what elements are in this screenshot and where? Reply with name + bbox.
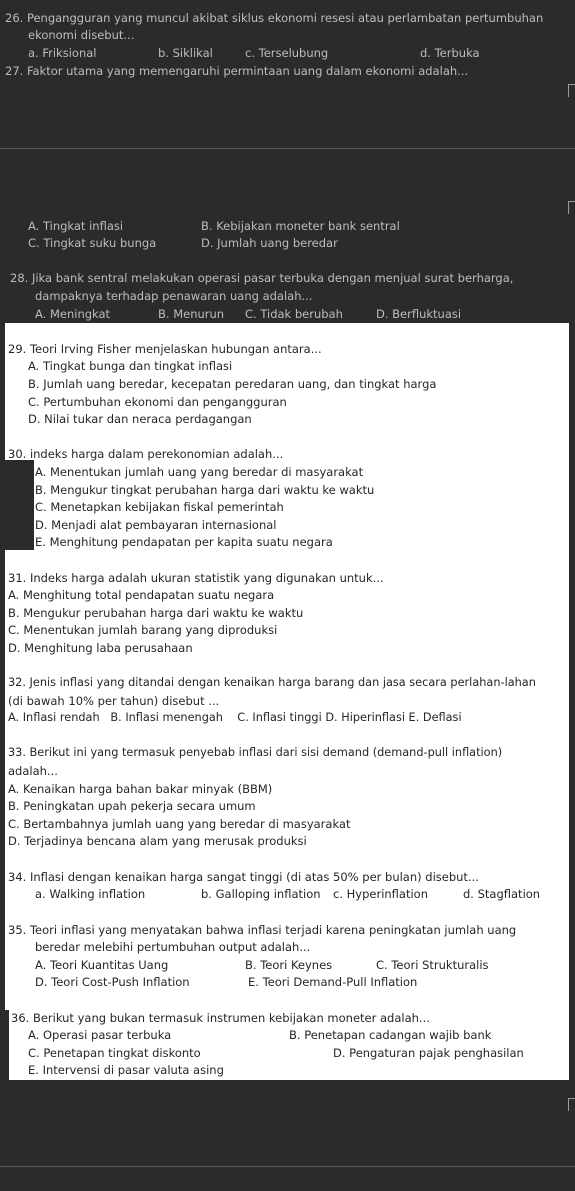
q31-option-c: C. Menentukan jumlah barang yang diproduksi bbox=[8, 623, 278, 637]
q33-option-b: B. Peningkatan upah pekerja secara umum bbox=[8, 799, 256, 813]
q32-text-line2: (di bawah 10% per tahun) disebut ... bbox=[8, 694, 220, 708]
q27-option-a: A. Tingkat inflasi bbox=[28, 219, 124, 233]
q34-option-c: c. Hyperinflation bbox=[333, 887, 428, 901]
q28-option-a: A. Meningkat bbox=[35, 307, 111, 321]
q29-option-a: A. Tingkat bunga dan tingkat inflasi bbox=[28, 359, 233, 373]
q34-text-line1: 34. Inflasi dengan kenaikan harga sangat tinggi (di atas 50% per bulan) disebut... bbox=[8, 870, 479, 884]
q28-option-d: D. Berfluktuasi bbox=[376, 307, 462, 321]
q33-text-line2: adalah... bbox=[8, 764, 58, 778]
q33-option-d: D. Terjadinya bencana alam yang merusak produksi bbox=[8, 834, 307, 848]
q36-text-line1: 36. Berikut yang bukan termasuk instrumen kebijakan moneter adalah... bbox=[11, 1011, 430, 1025]
divider-line bbox=[0, 1166, 575, 1167]
q26-text-line2: ekonomi disebut... bbox=[28, 28, 135, 42]
q28-text-line1: 28. Jika bank sentral melakukan operasi pasar terbuka dengan menjual surat berharga, bbox=[10, 271, 514, 285]
q36-option-a: A. Operasi pasar terbuka bbox=[28, 1028, 172, 1042]
q26-option-c: c. Terselubung bbox=[245, 46, 329, 60]
q27-option-b: B. Kebijakan moneter bank sentral bbox=[201, 219, 400, 233]
q30-text-line1: 30. indeks harga dalam perekonomian adalah... bbox=[8, 447, 284, 461]
q32-text-line1: 32. Jenis inflasi yang ditandai dengan kenaikan harga barang dan jasa secara perlahan-lahan bbox=[8, 676, 536, 689]
q28-option-b: B. Menurun bbox=[158, 307, 225, 321]
q27-option-c: C. Tingkat suku bunga bbox=[28, 236, 157, 250]
q35-option-c: C. Teori Strukturalis bbox=[376, 958, 489, 972]
q26-text-line1: 26. Pengangguran yang muncul akibat siklus ekonomi resesi atau perlambatan pertumbuhan bbox=[5, 11, 544, 25]
q32-options: A. Inflasi rendah B. Inflasi menengah C. Inflasi tinggi D. Hiperinflasi E. Deflasi bbox=[8, 711, 462, 724]
q35-text-line1: 35. Teori inflasi yang menyatakan bahwa inflasi terjadi karena peningkatan jumlah uang bbox=[8, 923, 517, 937]
q33-text-line1: 33. Berikut ini yang termasuk penyebab inflasi dari sisi demand (demand-pull inflation) bbox=[8, 746, 503, 759]
q28-text-line2: dampaknya terhadap penawaran uang adalah... bbox=[35, 289, 313, 303]
q26-option-d: d. Terbuka bbox=[420, 46, 480, 60]
q30-option-b: B. Mengukur tingkat perubahan harga dari waktu ke waktu bbox=[35, 483, 375, 497]
q30-option-e: E. Menghitung pendapatan per kapita suatu negara bbox=[35, 535, 333, 549]
q30-option-d: D. Menjadi alat pembayaran internasional bbox=[35, 518, 277, 532]
q35-text-line2: beredar melebihi pertumbuhan output adalah... bbox=[35, 940, 311, 954]
q28-option-c: C. Tidak berubah bbox=[245, 307, 343, 321]
q36-option-e: E. Intervensi di pasar valuta asing bbox=[28, 1063, 224, 1077]
q27-text-line1: 27. Faktor utama yang memengaruhi permintaan uang dalam ekonomi adalah... bbox=[5, 64, 469, 78]
q30-option-a: A. Menentukan jumlah uang yang beredar di masyarakat bbox=[35, 465, 364, 479]
q31-option-b: B. Mengukur perubahan harga dari waktu ke waktu bbox=[8, 606, 304, 620]
q29-text-line1: 29. Teori Irving Fisher menjelaskan hubungan antara... bbox=[8, 342, 322, 356]
q29-option-b: B. Jumlah uang beredar, kecepatan peredaran uang, dan tingkat harga bbox=[28, 377, 437, 391]
q31-text-line1: 31. Indeks harga adalah ukuran statistik yang digunakan untuk... bbox=[8, 571, 384, 585]
q27-option-d: D. Jumlah uang beredar bbox=[201, 236, 338, 250]
corner-bracket bbox=[568, 84, 575, 97]
q26-option-b: b. Siklikal bbox=[158, 46, 213, 60]
q26-option-a: a. Friksional bbox=[28, 46, 97, 60]
q34-option-d: d. Stagflation bbox=[463, 887, 541, 901]
corner-bracket bbox=[568, 201, 575, 214]
q36-option-b: B. Penetapan cadangan wajib bank bbox=[289, 1028, 492, 1042]
q33-option-c: C. Bertambahnya jumlah uang yang beredar di masyarakat bbox=[8, 817, 351, 831]
dark-margin-bar bbox=[5, 1010, 9, 1080]
q34-option-b: b. Galloping inflation bbox=[201, 887, 321, 901]
divider-line bbox=[0, 148, 575, 149]
q35-option-e: E. Teori Demand-Pull Inflation bbox=[248, 975, 418, 989]
q29-option-c: C. Pertumbuhan ekonomi dan pengangguran bbox=[28, 395, 287, 409]
q29-option-d: D. Nilai tukar dan neraca perdagangan bbox=[28, 412, 252, 426]
q31-option-a: A. Menghitung total pendapatan suatu negara bbox=[8, 588, 275, 602]
q35-option-d: D. Teori Cost-Push Inflation bbox=[35, 975, 190, 989]
q33-option-a: A. Kenaikan harga bahan bakar minyak (BBM) bbox=[8, 782, 273, 796]
q36-option-d: D. Pengaturan pajak penghasilan bbox=[333, 1046, 524, 1060]
q36-option-c: C. Penetapan tingkat diskonto bbox=[28, 1046, 201, 1060]
q35-option-a: A. Teori Kuantitas Uang bbox=[35, 958, 169, 972]
q31-option-d: D. Menghitung laba perusahaan bbox=[8, 641, 193, 655]
q34-option-a: a. Walking inflation bbox=[35, 887, 146, 901]
q30-option-c: C. Menetapkan kebijakan fiskal pemerintah bbox=[35, 500, 284, 514]
dark-margin-bar bbox=[5, 460, 34, 550]
q35-option-b: B. Teori Keynes bbox=[245, 958, 333, 972]
corner-bracket bbox=[568, 1098, 575, 1111]
